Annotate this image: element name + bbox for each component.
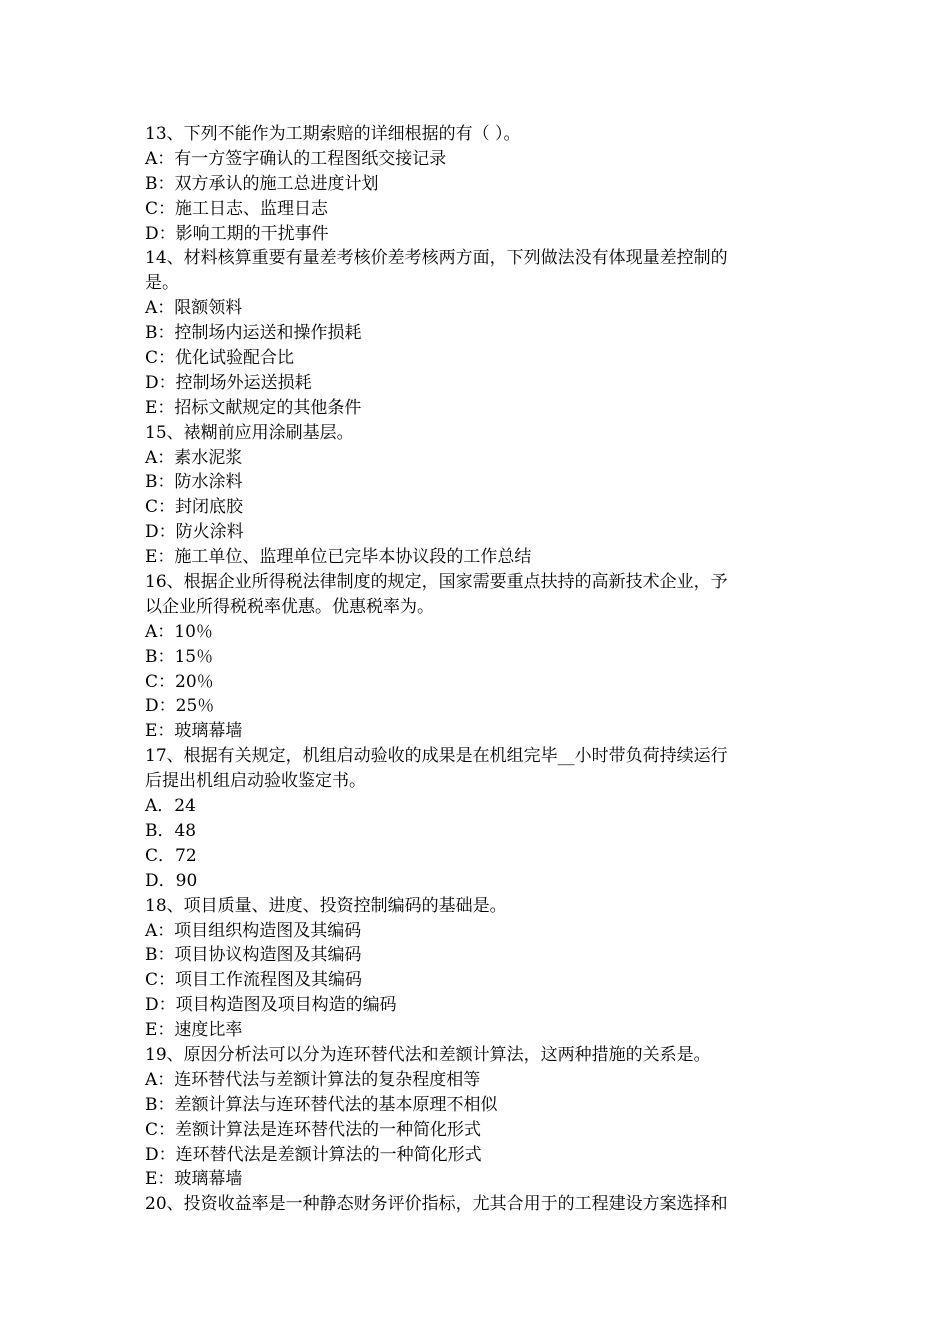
question-15-option-a: A：素水泥浆 (145, 447, 243, 468)
question-19-option-b: B：差额计算法与连环替代法的基本原理不相似 (145, 1094, 498, 1115)
question-20-stem-line-1: 20、投资收益率是一种静态财务评价指标，尤其合用于的工程建设方案选择和 (145, 1194, 728, 1215)
question-15-option-b: B：防水涂料 (145, 472, 243, 493)
question-14-option-c: C：优化试验配合比 (145, 348, 295, 369)
question-18-option-a: A：项目组织构造图及其编码 (145, 920, 362, 941)
question-16-option-c: C：20％ (145, 671, 214, 692)
question-16-stem-line-1: 16、根据企业所得税法律制度的规定，国家需要重点扶持的高新技术企业，予 (145, 572, 728, 593)
question-17-stem-line-1: 17、根据有关规定，机组启动验收的成果是在机组完毕__小时带负荷持续运行 (145, 746, 728, 767)
question-17-option-a: A．24 (145, 796, 196, 817)
question-17-stem-line-2: 后提出机组启动验收鉴定书。 (145, 771, 366, 792)
question-14-option-d: D：控制场外运送损耗 (145, 372, 312, 393)
question-15-stem: 15、裱糊前应用涂刷基层。 (145, 422, 354, 443)
question-14-option-e: E：招标文献规定的其他条件 (145, 397, 362, 418)
question-15-option-d: D：防火涂料 (145, 522, 244, 543)
question-16-option-d: D：25％ (145, 696, 215, 717)
question-13-option-a: A：有一方签字确认的工程图纸交接记录 (145, 148, 447, 169)
question-17-option-b: B．48 (145, 820, 197, 841)
question-14-stem-line-2: 是。 (145, 273, 179, 294)
question-13-option-c: C：施工日志、监理日志 (145, 198, 329, 219)
question-18-option-b: B：项目协议构造图及其编码 (145, 945, 362, 966)
question-17-option-c: C．72 (145, 845, 197, 866)
question-13-stem: 13、下列不能作为工期索赔的详细根据的有（ ）。 (145, 124, 521, 144)
question-19-option-d: D：连环替代法是差额计算法的一种简化形式 (145, 1144, 482, 1165)
question-15-option-c: C：封闭底胶 (145, 497, 244, 518)
question-16-option-e: E：玻璃幕墙 (145, 721, 243, 742)
question-19-stem: 19、原因分析法可以分为连环替代法和差额计算法，这两种措施的关系是。 (145, 1044, 711, 1065)
question-19-option-a: A：连环替代法与差额计算法的复杂程度相等 (145, 1069, 481, 1090)
question-18-option-d: D：项目构造图及项目构造的编码 (145, 995, 397, 1016)
question-13-option-b: B：双方承认的施工总进度计划 (145, 173, 379, 194)
question-14-option-a: A：限额领料 (145, 298, 243, 319)
question-16-stem-line-2: 以企业所得税税率优惠。优惠税率为。 (145, 596, 434, 617)
question-16-option-a: A：10％ (145, 621, 213, 642)
question-14-stem-line-1: 14、材料核算重要有量差考核价差考核两方面，下列做法没有体现量差控制的 (145, 248, 728, 269)
question-16-option-b: B：15％ (145, 646, 214, 667)
question-18-stem: 18、项目质量、进度、投资控制编码的基础是。 (145, 895, 507, 916)
question-19-option-e: E：玻璃幕墙 (145, 1169, 243, 1190)
question-17-option-d: D．90 (145, 870, 198, 891)
question-19-option-c: C：差额计算法是连环替代法的一种简化形式 (145, 1119, 482, 1140)
question-15-option-e: E：施工单位、监理单位已完毕本协议段的工作总结 (145, 547, 532, 568)
question-14-option-b: B：控制场内运送和操作损耗 (145, 323, 362, 344)
question-13-option-d: D：影响工期的干扰事件 (145, 223, 329, 244)
document-page (145, 122, 810, 1217)
question-18-option-c: C：项目工作流程图及其编码 (145, 970, 363, 991)
question-18-option-e: E：速度比率 (145, 1020, 243, 1041)
